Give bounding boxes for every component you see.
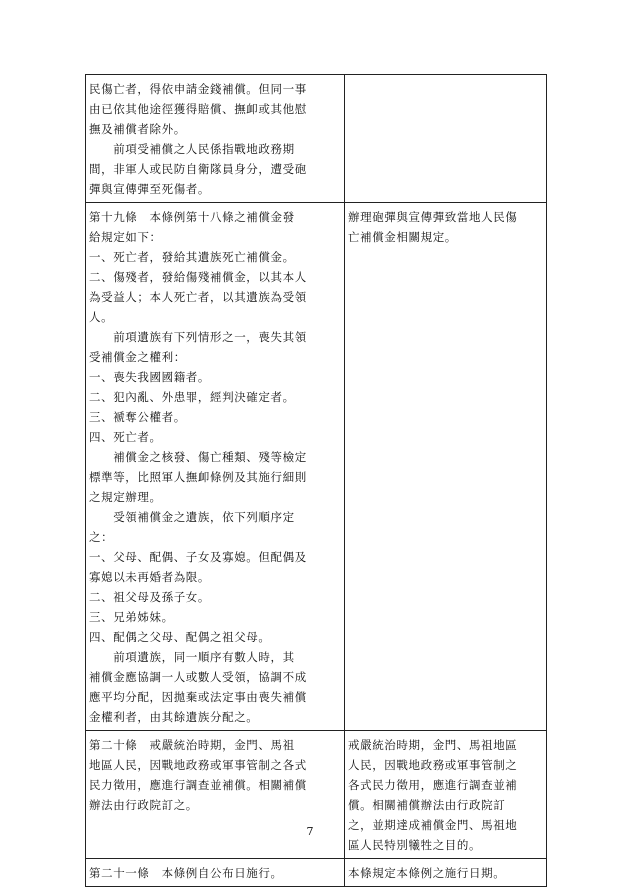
text-line: 戒嚴統治時期，金門、馬祖地區 bbox=[348, 738, 518, 752]
text-line: 寡媳以未再婚者為限。 bbox=[89, 570, 210, 584]
explanation-cell bbox=[345, 203, 547, 731]
text-line: 給規定如下： bbox=[89, 230, 162, 244]
provision-text-cell bbox=[86, 203, 345, 731]
text-line: 第二十條 戒嚴統治時期，金門、馬祖 bbox=[89, 738, 295, 752]
text-line: 受補償金之權利： bbox=[89, 350, 186, 364]
text-line: 辦法由行政院訂之。 bbox=[89, 798, 198, 812]
text-line: 第二十一條 本條例自公布日施行。 bbox=[89, 866, 283, 880]
explanation-cell bbox=[345, 75, 547, 203]
text-line: 一、喪失我國國籍者。 bbox=[89, 370, 210, 384]
text-line: 為受益人；本人死亡者，以其遺族為受領 bbox=[89, 290, 307, 304]
text-line: 二、祖父母及孫子女。 bbox=[89, 590, 210, 604]
text-line: 應平均分配，因拋棄或法定事由喪失補償 bbox=[89, 690, 307, 704]
text-line: 人民，因戰地政務或軍事管制之 bbox=[348, 758, 518, 772]
text-line: 前項遺族，同一順序有數人時，其 bbox=[89, 650, 295, 664]
text-line: 民傷亡者，得依申請金錢補償。但同一事 bbox=[89, 82, 307, 96]
text-line: 一、死亡者，發給其遺族死亡補償金。 bbox=[89, 250, 295, 264]
text-line: 區人民特別犧牲之目的。 bbox=[348, 838, 482, 852]
text-line: 標準等，比照軍人撫卹條例及其施行細則 bbox=[89, 470, 307, 484]
text-line: 由已依其他途徑獲得賠償、撫卹或其他慰 bbox=[89, 102, 307, 116]
text-line: 前項受補償之人民係指戰地政務期 bbox=[89, 142, 295, 156]
text-line: 三、兄弟姊妹。 bbox=[89, 610, 174, 624]
text-line: 前項遺族有下列情形之一，喪失其領 bbox=[89, 330, 307, 344]
text-line: 二、犯內亂、外患罪，經判決確定者。 bbox=[89, 390, 295, 404]
text-line: 一、父母、配偶、子女及寡媳。但配偶及 bbox=[89, 550, 307, 564]
text-line: 之，並期達成補償金門、馬祖地 bbox=[348, 818, 518, 832]
text-line: 補償金之核發、傷亡種類、殘等檢定 bbox=[89, 450, 307, 464]
provision-text-cell bbox=[86, 75, 345, 203]
text-line: 民力徵用，應進行調查並補償。相關補償 bbox=[89, 778, 307, 792]
text-line: 四、配偶之父母、配偶之祖父母。 bbox=[89, 630, 271, 644]
text-line: 人。 bbox=[89, 310, 114, 324]
text-line: 辦理砲彈與宣傳彈致當地人民傷 bbox=[348, 210, 518, 224]
provision-text-cell bbox=[86, 859, 345, 887]
text-line: 第十九條 本條例第十八條之補償金發 bbox=[89, 210, 295, 224]
text-line: 本條規定本條例之施行日期。 bbox=[348, 866, 506, 880]
explanation-cell bbox=[345, 859, 547, 887]
text-line: 四、死亡者。 bbox=[89, 430, 162, 444]
table-row bbox=[86, 203, 547, 731]
text-line: 亡補償金相關規定。 bbox=[348, 230, 457, 244]
table-row bbox=[86, 859, 547, 887]
text-line: 之： bbox=[89, 530, 114, 544]
text-line: 各式民力徵用，應進行調查並補 bbox=[348, 778, 518, 792]
table-row bbox=[86, 731, 547, 859]
page-number: 7 bbox=[306, 825, 314, 838]
text-line: 地區人民，因戰地政務或軍事管制之各式 bbox=[89, 758, 307, 772]
text-line: 間，非軍人或民防自衛隊員身分，遭受砲 bbox=[89, 162, 307, 176]
text-line: 償。相關補償辦法由行政院訂 bbox=[348, 798, 506, 812]
text-line: 彈與宣傳彈至死傷者。 bbox=[89, 182, 210, 196]
text-line: 撫及補償者除外。 bbox=[89, 122, 186, 136]
table-row bbox=[86, 75, 547, 203]
text-line: 受領補償金之遺族，依下列順序定 bbox=[89, 510, 295, 524]
provisions-table bbox=[85, 74, 547, 887]
provision-text-cell bbox=[86, 731, 345, 859]
text-line: 二、傷殘者，發給傷殘補償金，以其本人 bbox=[89, 270, 307, 284]
explanation-cell bbox=[345, 731, 547, 859]
text-line: 三、褫奪公權者。 bbox=[89, 410, 186, 424]
text-line: 金權利者，由其餘遺族分配之。 bbox=[89, 710, 259, 724]
text-line: 之規定辦理。 bbox=[89, 490, 162, 504]
text-line: 補償金應協調一人或數人受領，協調不成 bbox=[89, 670, 307, 684]
